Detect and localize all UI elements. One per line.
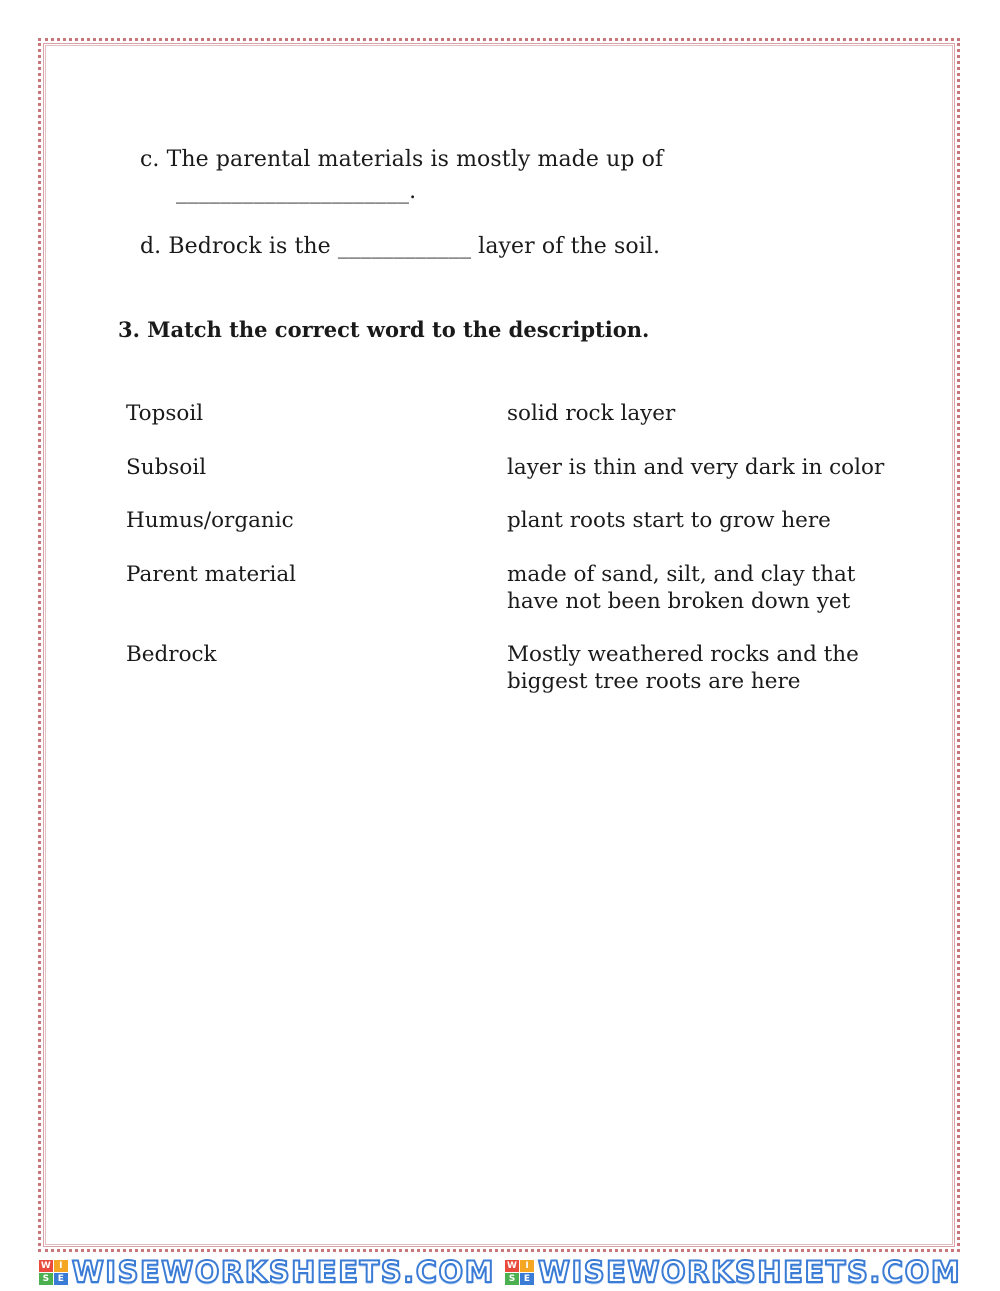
brand-text: WISEWORKSHEETS.COM: [538, 1255, 962, 1289]
match-description-2: layer is thin and very dark in color: [507, 455, 885, 480]
wise-logo-icon: W I S E: [39, 1260, 68, 1285]
question-c-blank: _____________________.: [176, 179, 417, 204]
question-c-text: c. The parental materials is mostly made up of: [140, 147, 664, 172]
footer-watermark: [0, 1256, 1000, 1288]
match-word-subsoil: Subsoil: [126, 455, 207, 480]
brand-block: [39, 1255, 495, 1289]
section-3-title: 3. Match the correct word to the description.: [118, 317, 650, 342]
brand-text: WISEWORKSHEETS.COM: [71, 1255, 495, 1289]
match-word-topsoil: Topsoil: [126, 401, 204, 426]
match-description-4: made of sand, silt, and clay that have not been broken down yet: [507, 562, 856, 614]
brand-block: [505, 1255, 961, 1289]
match-description-3: plant roots start to grow here: [507, 508, 831, 533]
match-word-humus: Humus/organic: [126, 508, 294, 533]
match-word-parent-material: Parent material: [126, 562, 297, 587]
question-d-text: d. Bedrock is the ____________ layer of the soil.: [140, 234, 661, 259]
match-description-1: solid rock layer: [507, 401, 676, 426]
match-word-bedrock: Bedrock: [126, 642, 217, 667]
match-description-5: Mostly weathered rocks and the biggest tree roots are here: [507, 642, 859, 694]
wise-logo-icon: W I S E: [505, 1260, 534, 1285]
